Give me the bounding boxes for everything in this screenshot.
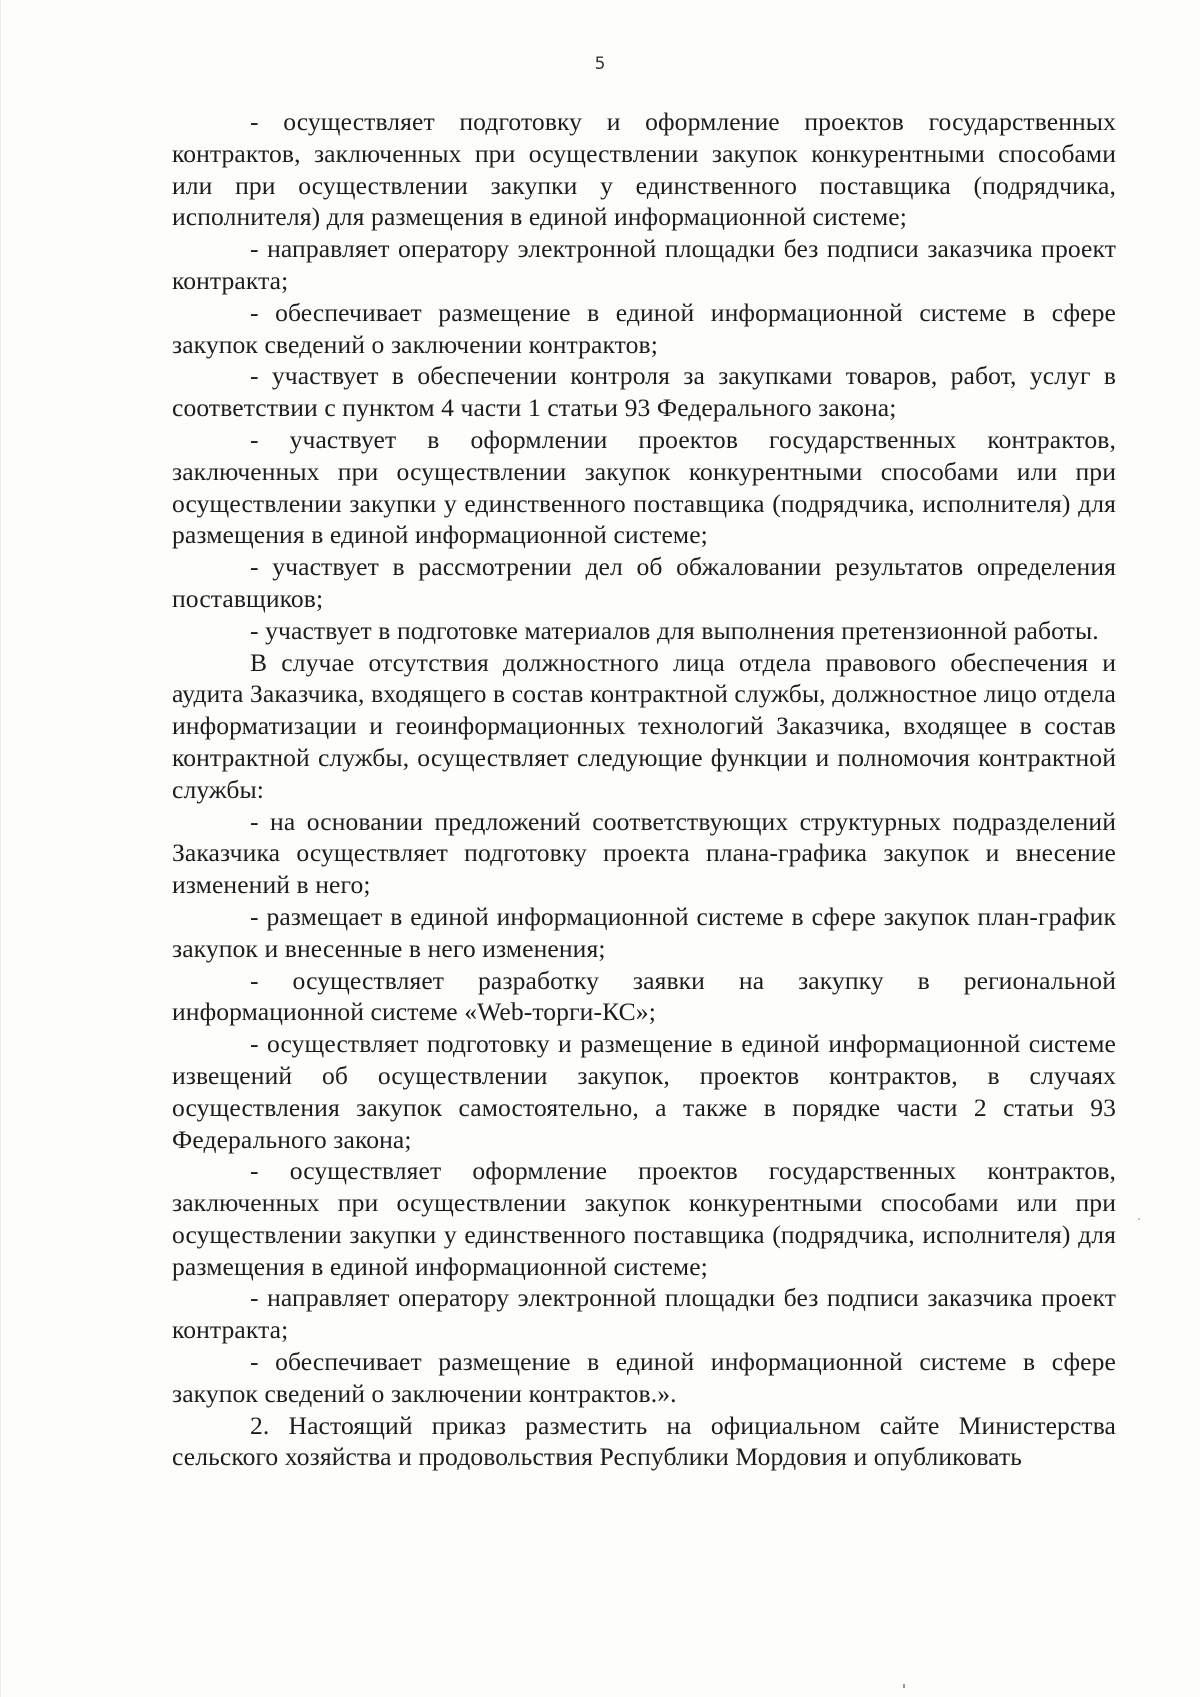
scan-speck <box>903 1684 905 1688</box>
document-body <box>172 106 1116 1473</box>
paragraph: - участвует в обеспечении контроля за закупками товаров, работ, услуг в соответствии с пунктом 4 части 1 статьи 93 Федерального закона; <box>172 361 1116 423</box>
paragraph: - на основании предложений соответствующих структурных подразделений Заказчика осуществляет подготовку проекта плана-графика закупок и внесение изменений в него; <box>172 806 1116 900</box>
page-edge <box>0 0 1 1697</box>
paragraph: - участвует в подготовке материалов для выполнения претензионной работы. <box>250 615 1099 645</box>
paragraph: - осуществляет подготовку и оформление проектов государственных контрактов, заключенных при осуществлении закупок конкурентными способами или при осуществлении закупки у единственного поставщика (подрядчика, исполнителя) для размещения в единой информационной системе; <box>172 107 1116 232</box>
paragraph: - обеспечивает размещение в единой информационной системе в сфере закупок сведений о заключении контрактов.». <box>172 1347 1116 1408</box>
scan-speck <box>1138 1218 1140 1220</box>
paragraph: В случае отсутствия должностного лица отдела правового обеспечения и аудита Заказчика, входящего в состав контрактной службы, должностное лицо отдела информатизации и геоинформационных технологий Заказчика, входящее в состав контрактной службы, осуществляет следующие функции и полномочия контрактной службы: <box>172 647 1116 804</box>
paragraph: - участвует в рассмотрении дел об обжаловании результатов определения поставщиков; <box>172 552 1116 613</box>
paragraph: - осуществляет подготовку и размещение в единой информационной системе извещений об осуществлении закупок, проектов контрактов, в случаях осуществления закупок самостоятельно, а также в порядке части 2 статьи 93 Федерального закона; <box>172 1029 1116 1154</box>
paragraph: 2. Настоящий приказ разместить на официальном сайте Министерства сельского хозяйства и продовольствия Республики Мордовия и опубликовать <box>172 1410 1116 1472</box>
paragraph: - обеспечивает размещение в единой информационной системе в сфере закупок сведений о заключении контрактов; <box>172 297 1116 359</box>
paragraph: - осуществляет разработку заявки на закупку в региональной информационной системе «Web-торги-КС»; <box>172 965 1116 1027</box>
paragraph: - осуществляет оформление проектов государственных контрактов, заключенных при осуществлении закупок конкурентными способами или при осуществлении закупки у единственного поставщика (подрядчика, исполнителя) для размещения в единой информационной системе; <box>172 1156 1116 1281</box>
paragraph: - направляет оператору электронной площадки без подписи заказчика проект контракта; <box>172 1283 1116 1345</box>
paragraph: - участвует в оформлении проектов государственных контрактов, заключенных при осуществлении закупок конкурентными способами или при осуществлении закупки у единственного поставщика (подрядчика, исполнителя) для размещения в единой информационной системе; <box>172 424 1116 550</box>
page-number: 5 <box>594 54 606 74</box>
paragraph: - размещает в единой информационной системе в сфере закупок план-график закупок и внесенные в него изменения; <box>172 901 1116 963</box>
paragraph: - направляет оператору электронной площадки без подписи заказчика проект контракта; <box>172 234 1116 295</box>
